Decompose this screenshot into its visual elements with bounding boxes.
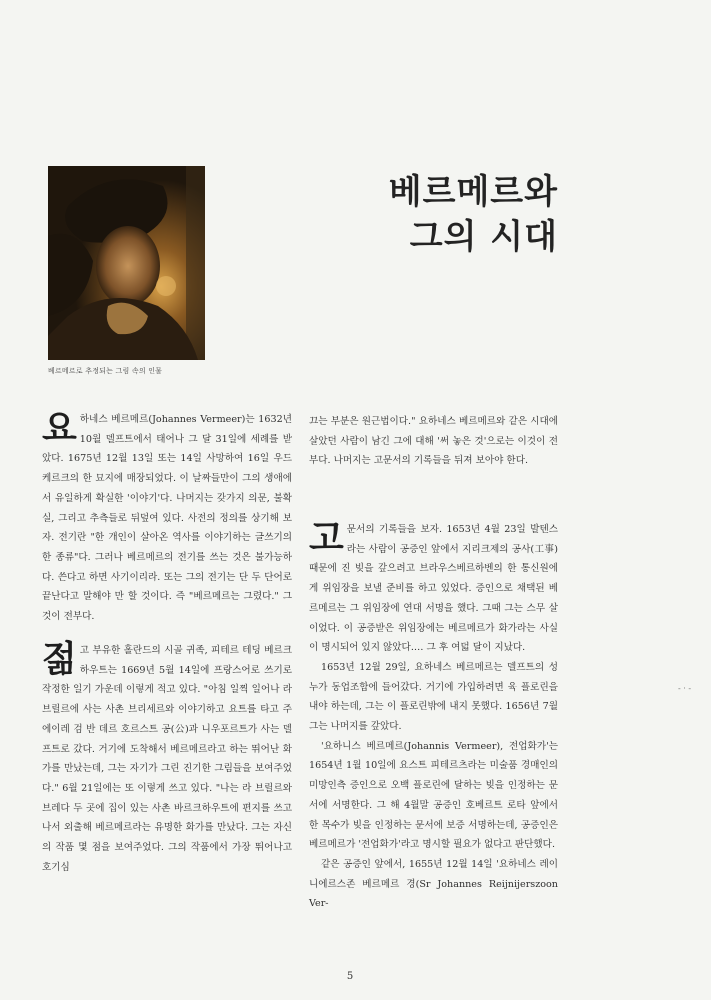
- section-1: [42, 407, 292, 627]
- drop-cap: 젊: [42, 638, 77, 680]
- section-3: [309, 412, 558, 471]
- drop-cap: 요: [42, 407, 77, 449]
- paragraph-text: 하네스 베르메르(Johannes Vermeer)는 1632년 10월 델프트에서 태어나 그 달 31일에 세례를 받았다. 1675년 12월 13일 또는 14일 사망하여 16일 우드 케르크의 한 묘지에 매장되었다. 이 날짜들만이 그의 생애에서 유일하게 확실한 '이야기'다. 나머지는 갖가지 의문, 불확실, 그리고 추측들로 뒤덮여 있다. 사전의 정의를 상기해 보자. 전기란 "한 개인이 살아온 역사를 이야기하는 글쓰기의 한 종류"다. 그러나 베르메르의 전기를 쓰는 것은 불가능하다. 쓴다고 하면 사기이리라. 또는 그의 전기는 단 두 단어로 끝난다고 말해야 만 할 것이다. 즉 "베르메르는 그렸다." 그것이 전부다.: [42, 414, 292, 623]
- paragraph-text: 고 부유한 홀란드의 시골 귀족, 피테르 테딩 베르크하우트는 1669년 5월 14일에 프랑스어로 쓰기로 작정한 일기 가운데 이렇게 적고 있다. "아침 일찍 일어나 라 브릴르에 사는 사촌 브리세르와 이야기하고 요트를 타고 주에이레 검 반 데르 호르스트 공(公)과 니우포르트가 사는 델프트로 갔다. 거기에 도착해서 베르메르라고 하는 뛰어난 화가를 만났는데, 그는 자기가 그린 진기한 그림들을 보여주었다." 6월 21일에는 또 이렇게 쓰고 있다. "나는 라 브릴르와 브레다 두 곳에 집이 있는 사촌 바르크하우트에 편지를 쓰고 나서 외출해 베르메르라는 유명한 화가를 만났다. 그는 자신의 작품 몇 점을 보여주었다. 그의 작품에서 가장 뛰어나고 호기심: [42, 645, 292, 873]
- paragraph-text: 끄는 부분은 원근법이다." 요하네스 베르메르와 같은 시대에 살았던 사람이 남긴 그에 대해 '써 놓은 것'으로는 이것이 전부다. 나머지는 고문서의 기록들을 뒤져 보아야 한다.: [309, 416, 558, 467]
- page-title: [318, 170, 558, 260]
- title-line-2: 그의 시대: [409, 217, 558, 257]
- scan-speck: - · -: [678, 684, 692, 693]
- paragraph: [42, 407, 292, 627]
- paragraph: [309, 517, 558, 658]
- figure-caption: 베르메르로 추정되는 그림 속의 인물: [48, 367, 163, 375]
- section-4: [309, 517, 558, 914]
- portrait-painting-image: [48, 166, 205, 360]
- paragraph-text: '요하니스 베르메르(Johannis Vermeer), 전업화가'는 1654년 1월 10일에 요스트 피테르츠라는 미술품 경매인의 미망인측 증인으로 오백 플로린에 달하는 빚을 인정하는 문서에 서명한다. 그 해 4월말 공증인 호베르트 로타 앞에서 한 목수가 빚을 인정하는 문서에 보증 서명하는데, 공증인은 베르메르가 '전업화가'라고 명시할 필요가 없다고 판단했다.: [309, 740, 558, 851]
- page-number: 5: [346, 971, 354, 982]
- section-2: [42, 638, 292, 877]
- painting-figure-illustration: [48, 166, 205, 360]
- title-line-1: 베르메르와: [388, 172, 558, 212]
- paragraph-text: 같은 공증인 앞에서, 1655년 12월 14일 '요하네스 레이니에르스존 베르메르 경(Sr Johannes Reijnijerszoon Ver-: [309, 858, 558, 910]
- drop-cap: 고: [309, 517, 344, 559]
- paragraph: [42, 638, 292, 877]
- paragraph-text: 문서의 기록들을 보자. 1653년 4월 23일 발텐스라는 사람이 공증인 앞에서 지리크제의 공사(工事) 때문에 진 빚을 갚으려고 브라우스베르하벤의 한 통신원에게 위임장을 보낼 준비를 하고 있었다. 증인으로 채택된 베르메르는 그 위임장에 연대 서명을 했다. 그때 그는 스무 살이었다. 이 공증받은 위임장에는 베르메르가 화가라는 사실이 명시되어 있지 않았다.… 그 후 여덟 달이 지났다.: [309, 524, 558, 654]
- paragraph-text: 1653년 12월 29일, 요하네스 베르메르는 델프트의 성 누가 동업조합에 들어갔다. 거기에 가입하려면 육 플로린을 내야 하는데, 그는 이 플로린밖에 내지 못했다. 1656년 7월 그는 나머지를 갚았다.: [309, 661, 558, 733]
